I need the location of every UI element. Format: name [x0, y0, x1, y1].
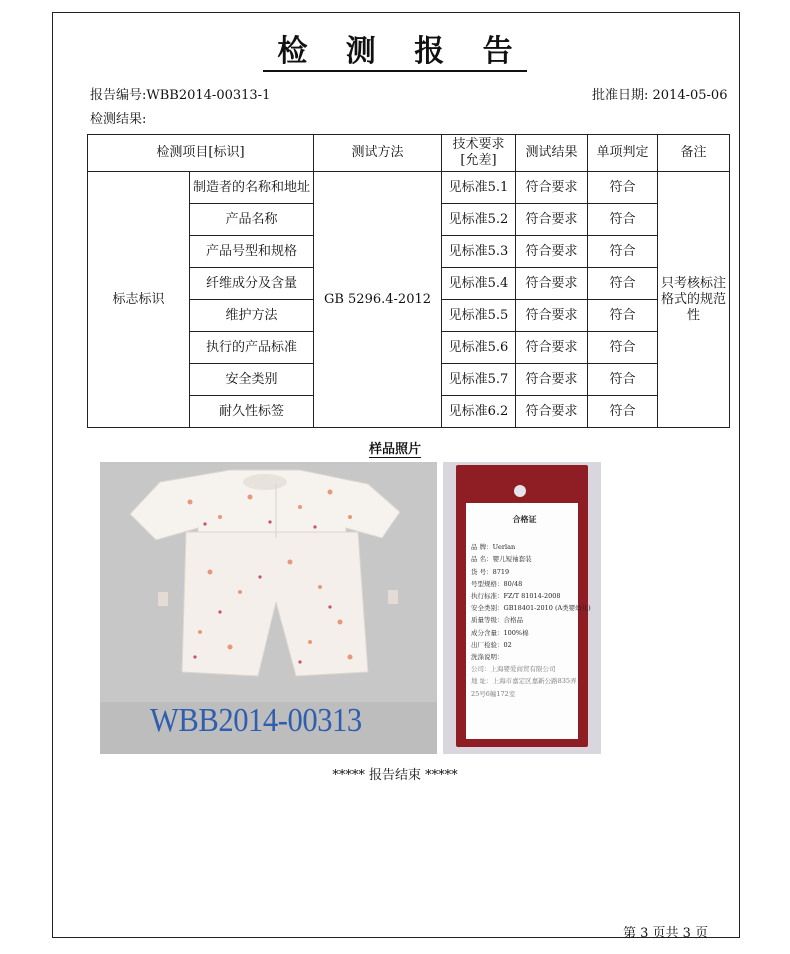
page-number: 第 3 页共 3 页 [623, 926, 709, 941]
requirement-cell: 见标准5.1 [442, 172, 516, 204]
sample-watermark: WBB2014-00313 [150, 702, 362, 739]
tag-line: 地 址：上海市嘉定区嘉新公路835弄 [471, 677, 577, 686]
verdict-cell: 符合 [588, 172, 658, 204]
hang-tag [456, 465, 591, 747]
report-end: ***** 报告结束 ***** [332, 768, 458, 783]
header-method: 测试方法 [314, 135, 442, 172]
tag-line: 品 牌：Uerlan [471, 543, 516, 552]
tag-line: 安全类别：GB18401-2010 (A类婴幼儿) [471, 604, 591, 613]
photo-caption: 样品照片 [368, 442, 421, 457]
header-remark: 备注 [658, 135, 730, 172]
header-verdict: 单项判定 [588, 135, 658, 172]
tag-line: 货 号：8719 [471, 567, 510, 576]
tag-label [466, 503, 591, 739]
hang-tag-photo [443, 462, 601, 754]
requirement-cell: 见标准5.4 [442, 268, 516, 300]
results-table [87, 134, 730, 428]
requirement-cell: 见标准5.7 [442, 364, 516, 396]
verdict-cell: 符合 [588, 396, 658, 428]
item-cell: 耐久性标签 [190, 396, 314, 428]
tag-line: 号型规格：80/48 [471, 579, 523, 588]
requirement-cell: 见标准5.2 [442, 204, 516, 236]
report-number: 报告编号:WBB2014-00313-1 [90, 88, 271, 103]
result-cell: 符合要求 [516, 364, 588, 396]
result-cell: 符合要求 [516, 268, 588, 300]
result-cell: 符合要求 [516, 332, 588, 364]
item-cell: 制造者的名称和地址 [190, 172, 314, 204]
tag-title: 合格证 [512, 514, 537, 524]
requirement-cell: 见标准5.3 [442, 236, 516, 268]
result-cell: 符合要求 [516, 236, 588, 268]
item-cell: 维护方法 [190, 300, 314, 332]
report-title: 检 测 报 告 [0, 26, 790, 70]
verdict-cell: 符合 [588, 332, 658, 364]
result-cell: 符合要求 [516, 300, 588, 332]
results-label: 检测结果: [90, 112, 147, 127]
header-result: 测试结果 [516, 135, 588, 172]
sample-photo [100, 462, 437, 754]
method-cell: GB 5296.4-2012 [314, 172, 442, 428]
result-cell: 符合要求 [516, 204, 588, 236]
item-cell: 产品号型和规格 [190, 236, 314, 268]
tag-line: 25号6幢172室 [471, 689, 516, 698]
verdict-cell: 符合 [588, 204, 658, 236]
group-label: 标志标识 [88, 172, 190, 428]
tag-line: 执行标准：FZ/T 81014-2008 [471, 592, 561, 601]
verdict-cell: 符合 [588, 364, 658, 396]
tag-hole-icon [514, 485, 526, 497]
header-requirement: 技术要求 [允差] [442, 135, 516, 172]
item-cell: 纤维成分及含量 [190, 268, 314, 300]
tag-line: 洗涤说明： [471, 653, 504, 662]
result-cell: 符合要求 [516, 172, 588, 204]
requirement-cell: 见标准5.5 [442, 300, 516, 332]
tag-line: 质量等级：合格品 [471, 616, 523, 625]
requirement-cell: 见标准6.2 [442, 396, 516, 428]
verdict-cell: 符合 [588, 300, 658, 332]
verdict-cell: 符合 [588, 236, 658, 268]
tag-line: 成分含量：100%棉 [471, 628, 529, 637]
remark-cell: 只考核标注格式的规范性 [658, 172, 730, 428]
result-cell: 符合要求 [516, 396, 588, 428]
item-cell: 安全类别 [190, 364, 314, 396]
tag-line: 公司：上海婴爱商贸有限公司 [471, 665, 556, 674]
verdict-cell: 符合 [588, 268, 658, 300]
item-cell: 产品名称 [190, 204, 314, 236]
requirement-cell: 见标准5.6 [442, 332, 516, 364]
tag-line: 品 名：婴儿短袖套装 [471, 555, 532, 564]
table-row [88, 172, 730, 204]
approve-date: 批准日期: 2014-05-06 [592, 88, 728, 103]
item-cell: 执行的产品标准 [190, 332, 314, 364]
table-header-row [88, 135, 730, 172]
tag-line: 出厂检验：02 [471, 640, 512, 649]
header-item: 检测项目[标识] [88, 135, 314, 172]
